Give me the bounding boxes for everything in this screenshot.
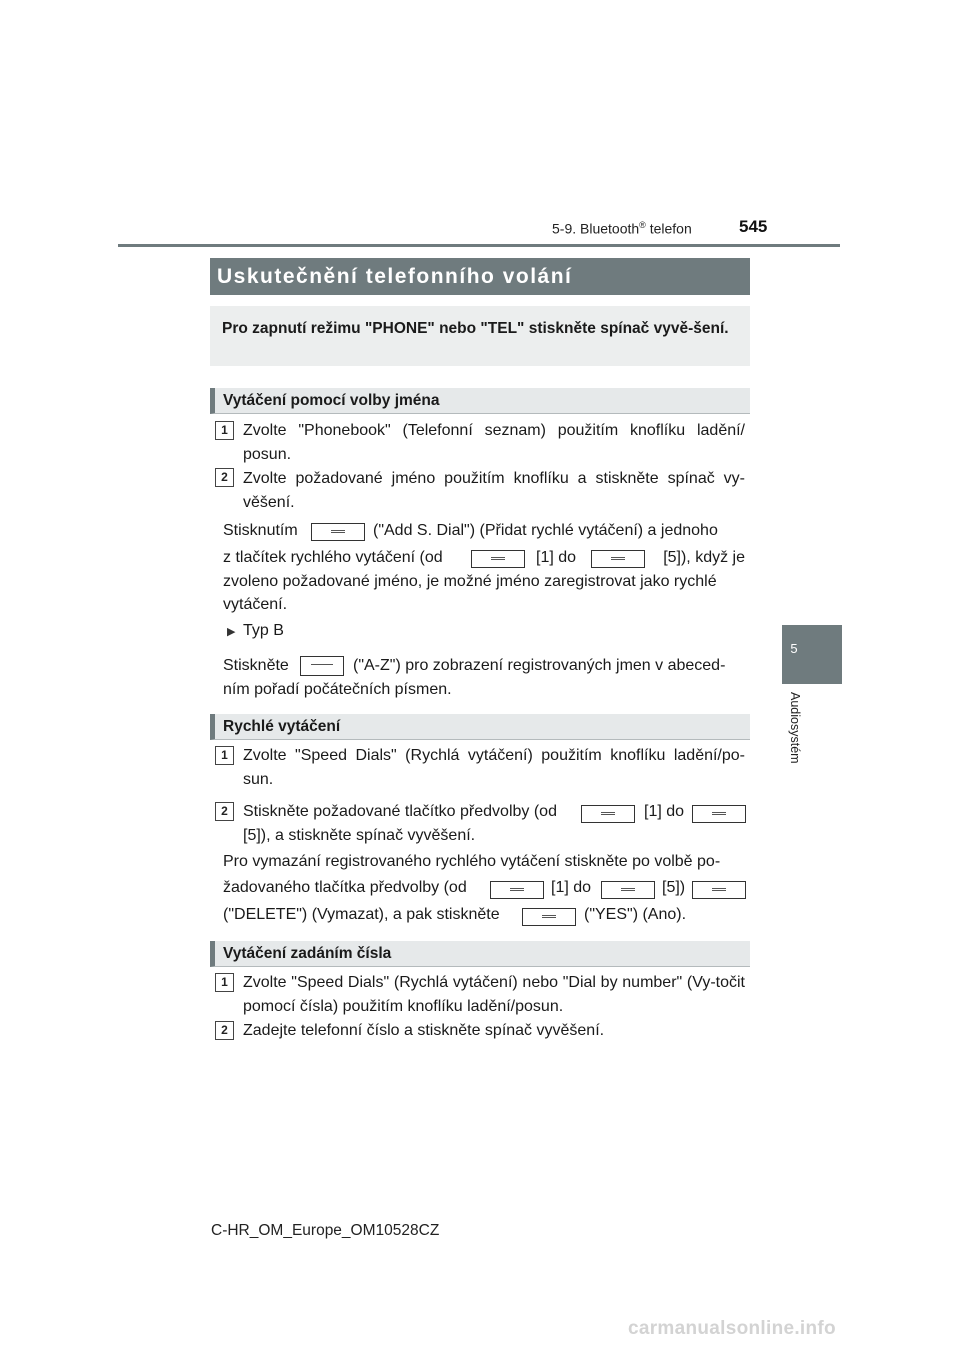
step-number: 1 [215,421,234,440]
step-text: Zvolte "Speed Dials" (Rychlá vytáčení) použitím knoflíku ladění/po-sun. [243,747,745,788]
step-text: Zvolte požadované jméno použitím knoflíku a stiskněte spínač vy-věšení. [243,470,745,511]
step-number: 1 [215,973,234,992]
paragraph-text: [5]), když je [663,549,745,566]
paragraph-text: ("A-Z") pro zobrazení registrovaných jmen v abeced- [353,657,726,674]
watermark: carmanualsonline.info [628,1318,836,1339]
document-code: C-HR_OM_Europe_OM10528CZ [211,1222,440,1239]
step-number: 2 [215,468,234,487]
page-number: 545 [739,217,768,236]
paragraph-text: ním pořadí počátečních písmen. [223,681,452,698]
section-heading-name-dial: Vytáčení pomocí volby jména [210,388,750,414]
step-number: 2 [215,802,234,821]
preset-key-icon [601,881,655,899]
step-text: Zadejte telefonní číslo a stiskněte spínač vyvěšení. [243,1022,605,1039]
a-z-key-icon [300,656,344,676]
type-label: Typ B [243,622,284,639]
yes-key-icon [522,908,576,926]
paragraph-text: Stisknutím [223,522,298,539]
paragraph-text: [1] do [551,879,592,896]
page-title: Uskutečnění telefonního volání [210,258,750,295]
paragraph-text: ("Add S. Dial") (Přidat rychlé vytáčení) a jednoho [373,522,718,539]
step-number: 2 [215,1021,234,1040]
preset-key-icon [692,805,746,823]
paragraph-text: zvoleno požadované jméno, je možné jméno zaregistrovat jako rychlé [223,573,717,590]
section-header: 5-9. Bluetooth® telefon [552,220,692,237]
paragraph-text: žadovaného tlačítka předvolby (od [223,879,467,896]
section-heading-number-dial: Vytáčení zadáním čísla [210,941,750,967]
chapter-label: Audiosystém [788,692,802,764]
preset-key-icon [471,550,525,568]
paragraph-text: [5]) [662,879,686,896]
triangle-bullet-icon: ▶ [227,626,236,638]
delete-key-icon [692,881,746,899]
preset-key-icon [490,881,544,899]
paragraph-text: z tlačítek rychlého vytáčení (od [223,549,443,566]
paragraph-text: ("YES") (Ano). [584,906,687,923]
paragraph-text: Pro vymazání registrovaného rychlého vytáčení stiskněte po volbě po- [223,853,721,870]
section-heading-speed-dial: Rychlé vytáčení [210,714,750,740]
step-text: Stiskněte požadované tlačítko předvolby (od [243,803,557,820]
step-text: [1] do [644,803,685,820]
step-text: Zvolte "Phonebook" (Telefonní seznam) použitím knoflíku ladění/ posun. [243,422,745,463]
paragraph-text: Stiskněte [223,657,289,674]
paragraph-text: [1] do [536,549,577,566]
step-number: 1 [215,746,234,765]
preset-key-icon [581,805,635,823]
add-speed-dial-key-icon [311,523,365,541]
chapter-number: 5 [790,641,798,656]
paragraph-text: ("DELETE") (Vymazat), a pak stiskněte [223,906,500,923]
preset-key-icon [591,550,645,568]
intro-box: Pro zapnutí režimu "PHONE" nebo "TEL" stiskněte spínač vyvě-šení. [210,306,750,366]
header-rule [118,244,840,247]
paragraph-text: vytáčení. [223,596,288,613]
step-text: [5]), a stiskněte spínač vyvěšení. [243,827,476,844]
step-text: Zvolte "Speed Dials" (Rychlá vytáčení) nebo "Dial by number" (Vy-točit pomocí čísla) použitím knoflíku ladění/posun. [243,974,745,1015]
